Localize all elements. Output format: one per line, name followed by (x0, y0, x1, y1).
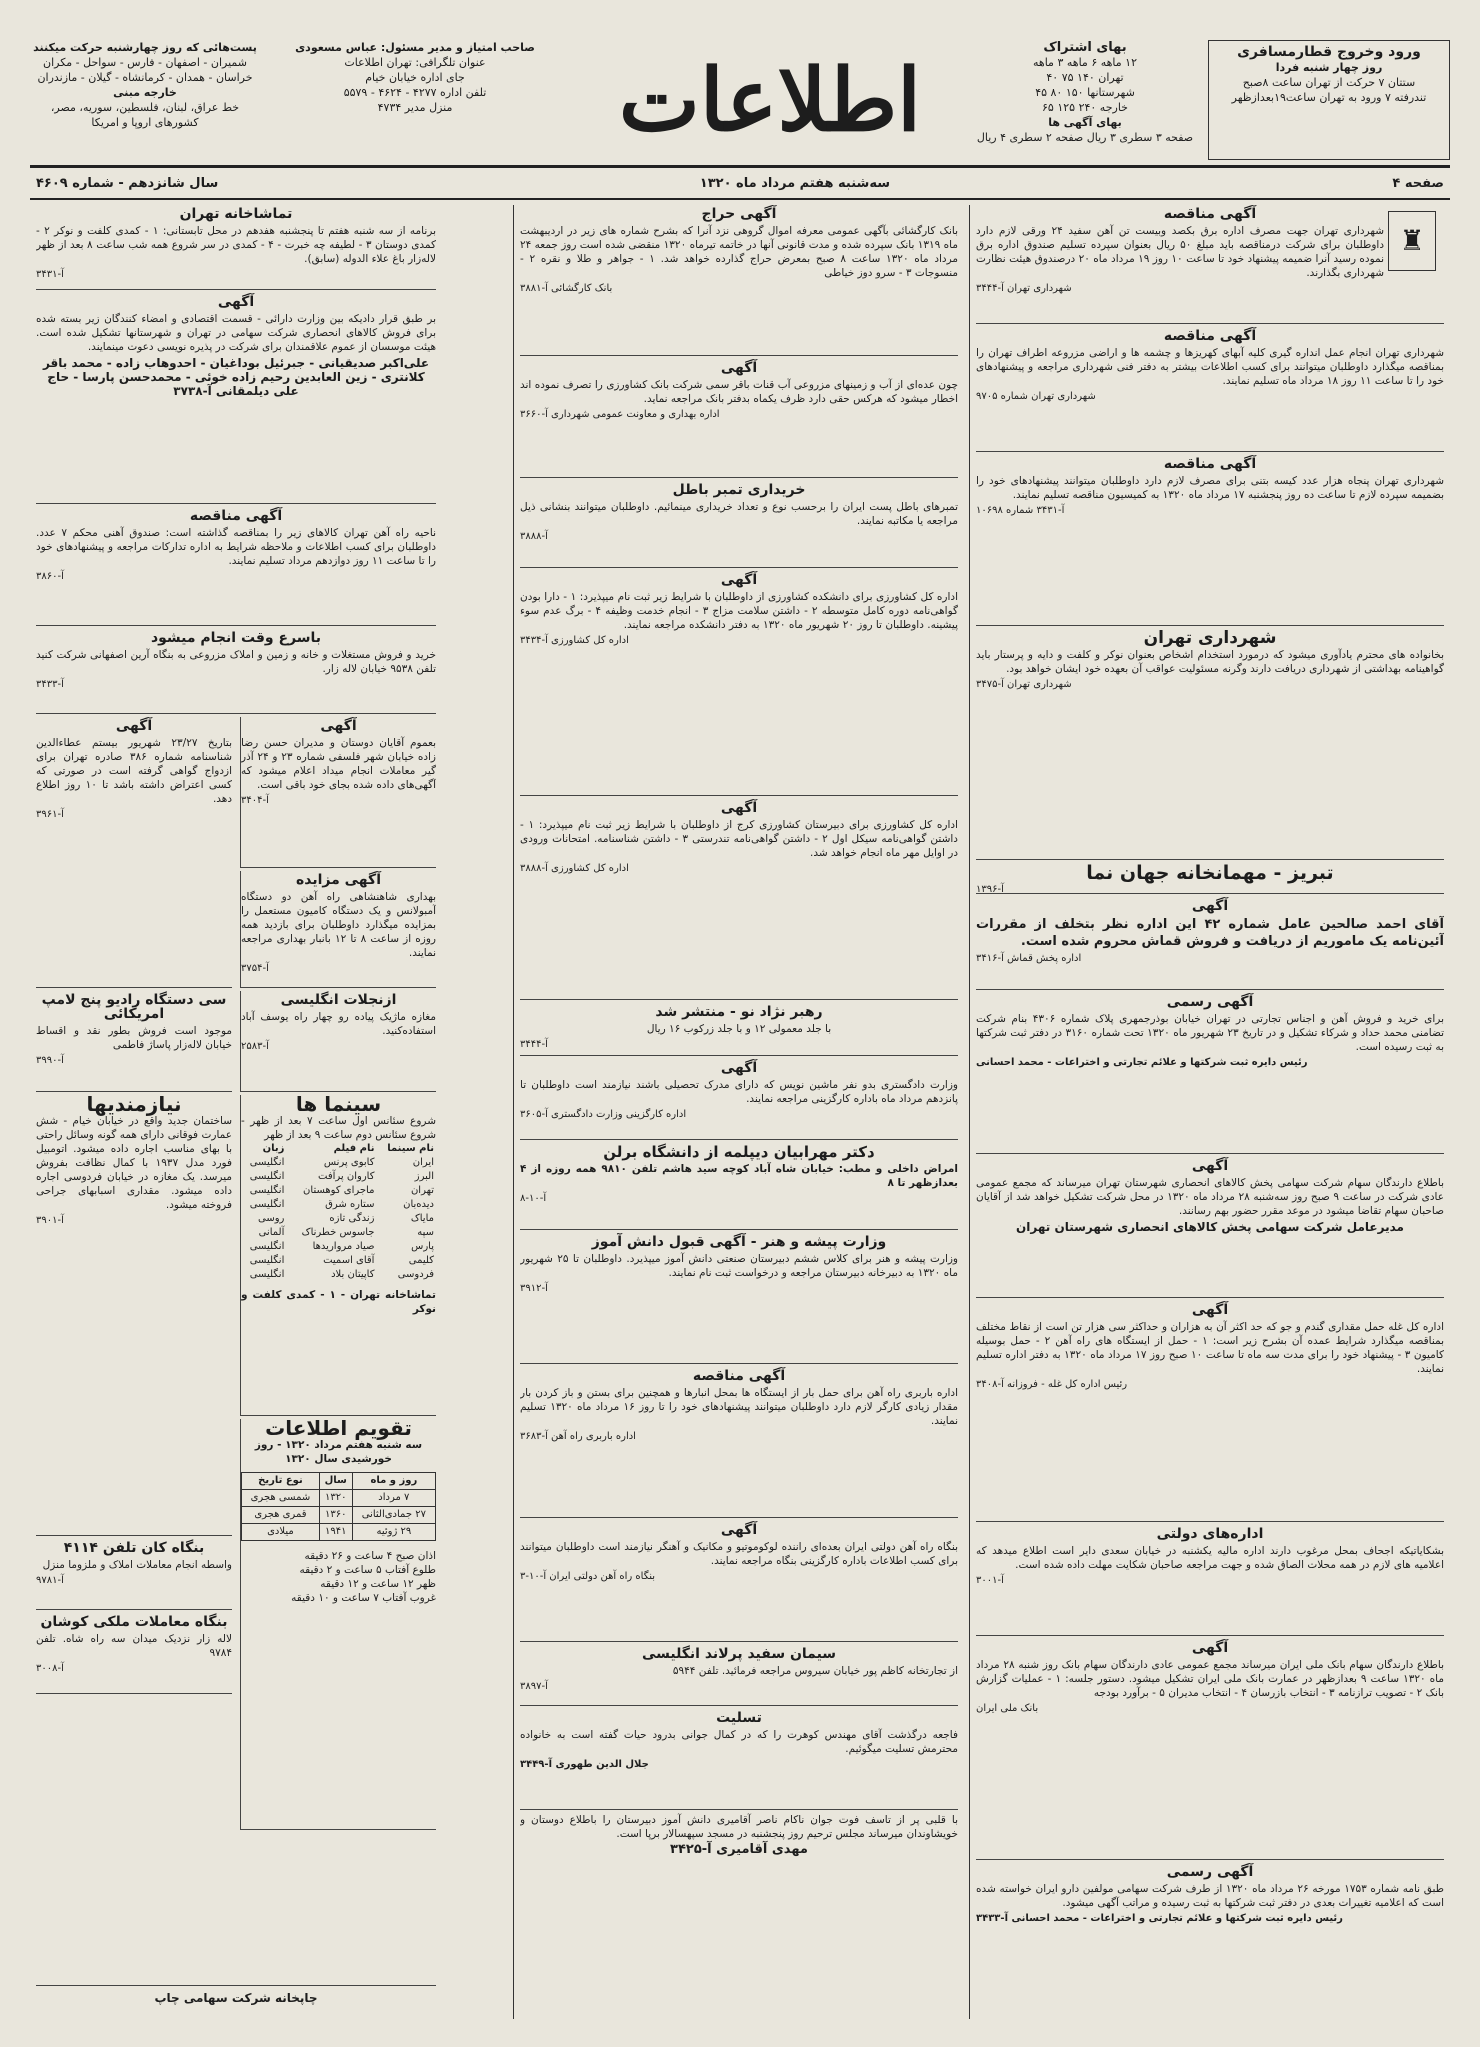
ad-block (976, 205, 1444, 324)
ad-ref: آ-۳۴۳۱ (36, 269, 64, 280)
ad-block (976, 1157, 1444, 1298)
post-line: خط عراق، لبنان، فلسطین، سوریه، مصر، کشورهای اروپا و امریکا (50, 101, 240, 129)
ad-ref: بانک کارگشائی آ-۳۸۸۱ (520, 283, 613, 294)
ad-ref: آ-۳۰۰۱ (976, 1575, 1004, 1586)
table-row (241, 1268, 436, 1282)
table-row (241, 1226, 436, 1240)
subscription-row: تهران ۱۴۰ ۷۵ ۴۰ (1046, 71, 1124, 84)
ad-block (520, 1143, 958, 1230)
table-header (242, 1473, 436, 1490)
ad-body: بتاریخ ۲۳/۲۷ شهریور بیستم عطاءالدین شناسنامه شماره ۳۸۶ صادره تهران برای ازدواج گواهی گرفته است در صورتی که کسی اعتراض داشته باشد تا ۱۰ روز اطلاع دهد. (36, 737, 232, 805)
ad-ref: آ-۳۷۵۴ (241, 963, 269, 974)
ad-price-title: بهای آگهی ها (1048, 116, 1122, 129)
ad-block (976, 455, 1444, 626)
ad-block (976, 629, 1444, 860)
cell: البرز (414, 1171, 434, 1182)
ad-title: آگهی رسمی (1166, 994, 1254, 1010)
ad-body: شهرداری تهران انجام عمل انداره گیری کلیه آبهای کهریزها و چشمه ها و اراضی مزروعه اطراف تهران را بمناقصه میگذارد داوطلبان میتوانند برای کسب اطلاعات بیشتر به دفتر فنی شهرداری مراجعه و پیشنهادهای خود را تا ساعت ۱۱ روز ۱۸ مرداد ماه تسلیم نمایند. (976, 347, 1444, 387)
ad-block (520, 1709, 958, 1810)
ad-title: آگهی (720, 572, 758, 588)
prayer-time: طلوع آفتاب ۵ ساعت و ۲ دقیقه (299, 1564, 436, 1576)
cell: ستاره شرق (325, 1199, 375, 1210)
ad-body: باطلاع دارندگان سهام بانک ملی ایران میرساند مجمع عمومی عادی دارندگان سهام بانک روز شنبه ۲۸ مرداد ماه ۱۳۲۰ ساعت ۹ بعدازظهر در عمارت بانک ملی ایران تشکیل میشود. دستور جلسه: ۱ - عملیات گزارش بانک ۲ - تصویب ترازنامه ۳ - انتخاب بازرسان ۴ - انتخاب مدیران ۵ - برآورد بودجه (976, 1659, 1444, 1699)
ad-body: اداره کل غله حمل مقداری گندم و جو که حد اکثر آن به هزاران و حداکثر سی هزار تن است از نقاط مختلف بمناقصه میگذارد شرایط عمده آن بشرح زیر است: ۱ - حمل از ایستگاه های راه آهن ۲ - حمل بوسیله کامیون ۳ - پیشنهاد خود را برای مدت سه ماه تا ساعت ۱۰ صبح روز ۱۷ مرداد ماه ۱۳۲۰ به دفتر اداره تسلیم نمایند. (976, 1321, 1444, 1375)
column-right (969, 205, 1450, 2019)
ad-ref: شهرداری تهران شماره ۹۷۰۵ (976, 391, 1096, 402)
ad-body: خرید و فروش مستغلات و خانه و زمین و املاک مزروعی به بنگاه آرین اصفهانی شرکت کنید تلفن ۹۵۳۸ خیابان لاله زار. (36, 649, 436, 675)
owner-line: منزل مدیر ۴۷۳۴ (377, 101, 453, 114)
ad-body: موجود است فروش بطور نقد و اقساط خیابان لاله‌زار پاساژ فاطمی (36, 1025, 232, 1051)
ad-ref: آ-۱۳۹۶ (976, 884, 1004, 894)
header-cell: نام سینما (387, 1143, 434, 1154)
header-cell: نام فیلم (333, 1143, 375, 1154)
ad-body: تمبرهای باطل پست ایران را برحسب نوع و تعداد خریداری مینمائیم. داوطلبان میتوانند بنشانی ذیل مراجعه یا مکاتبه نمایند. (520, 501, 958, 527)
post-box (30, 40, 260, 158)
ad-ref: علی‌اکبر صدیقیانی - جبرئیل بوداغیان - احدوهاب زاده - محمد باقر کلانتری - زین العابدین رحیم زاده خوئی - محمدحسن پارسا - حاج علی دیلمقانی آ-۳۷۳۸ (42, 356, 430, 398)
table-row (241, 1240, 436, 1254)
ad-title: باسرع وقت انجام میشود (150, 630, 322, 646)
ad-body: واسطه انجام معاملات املاک و ملزوما منزل (42, 1559, 232, 1571)
ad-ref: آ-۱۰-۸ (520, 1193, 547, 1204)
calendar-subtitle: سه شنبه هفتم مرداد ۱۳۲۰ - روز خورشیدی سال ۱۳۲۰ (254, 1439, 423, 1465)
ad-title: تبریز - مهمانخانه جهان نما (1086, 863, 1334, 884)
train-line: تندرفته ۷ ورود به تهران ساعت۱۹بعدازظهر (1231, 91, 1427, 104)
table-row (241, 1184, 436, 1198)
cell: قمری هجری (242, 1507, 320, 1524)
ad-title: بنگاه کان تلفن ۴۱۱۴ (63, 1540, 205, 1556)
ad-ref: آ-۹۷۸۱ (36, 1575, 64, 1586)
cell: کلیمی (408, 1255, 434, 1266)
prayer-time: اذان صبح ۴ ساعت و ۲۶ دقیقه (304, 1550, 436, 1562)
newspaper-logo: اطلاعات (618, 50, 922, 151)
ad-block (240, 717, 436, 868)
table-row (241, 1156, 436, 1170)
prayer-time: ظهر ۱۲ ساعت و ۱۲ دقیقه (320, 1578, 436, 1590)
cinema-listing (240, 1095, 436, 1416)
ad-body: بنگاه راه آهن دولتی ایران بعده‌ای راننده لوکوموتیو و مکانیک و آهنگر نیازمند است داوطلبان میتوانند برای کسب اطلاعات باداره کارگزینی بنگاه مراجعه نمایند. (520, 1541, 958, 1567)
ad-block (520, 1645, 958, 1706)
ad-body: برنامه از سه شنبه هفتم تا پنجشنبه هفدهم در محل تابستانی: ۱ - کمدی کلفت و نوکر ۲ - کمدی دوستان ۳ - لطیفه چه خبرت - ۴ - کمدی در سر شروع همه شب ساعت ۸ بعد از ظهر لاله‌زار باغ علاء الدوله (سابق). (36, 225, 436, 265)
table-row (241, 1212, 436, 1226)
ad-block (36, 205, 436, 290)
subscription-row: خارجه ۲۴۰ ۱۲۵ ۶۵ (1042, 101, 1128, 114)
ad-ref: رئیس اداره کل غله - فروزانه آ-۳۴۰۸ (976, 1379, 1128, 1390)
cell: تهران (410, 1185, 434, 1196)
cell: ۲۷ جمادی‌الثانی (352, 1507, 435, 1524)
ad-title: آگهی مناقصه (1163, 328, 1257, 344)
ad-block (520, 359, 958, 478)
ad-block (976, 327, 1444, 452)
cell: انگلیسی (249, 1171, 285, 1182)
table-row (242, 1507, 436, 1524)
ad-title: تسلیت (716, 1710, 762, 1726)
ad-ref: بنگاه راه آهن دولتی ایران آ-۱۰-۳ (520, 1571, 656, 1582)
ad-block (520, 1367, 958, 1518)
train-title: ورود وخروج قطارمسافری (1237, 44, 1421, 60)
owner-line: صاحب امتیاز و مدیر مسئول: عباس مسعودی (295, 41, 535, 54)
subscription-title: بهای اشتراک (1043, 40, 1127, 55)
ad-title: آگهی (1191, 1158, 1229, 1174)
ad-title: آگهی مناقصه (189, 508, 283, 524)
ad-ref: اداره کل کشاورزی آ-۳۸۸۸ (520, 863, 629, 874)
ad-ref: اداره کارگزینی وزارت دادگستری آ-۳۶۰۵ (520, 1109, 687, 1120)
ad-block (520, 1813, 958, 2013)
cell: روسی (258, 1213, 285, 1224)
ad-ref: آ-۳۸۹۷ (520, 1681, 548, 1692)
ad-body: برای خرید و فروش آهن و اجناس تجارتی در تهران خیابان بوذرجمهری پلاک شماره ۴۳۰۶ بنام شرکت تضامنی محمد حداد و شرکاء تشکیل و در تاریخ ۲۳ شهریور ماه ۱۳۲۰ تحت شماره ۳۱۶۰ در دفتر ثبت شرکتها به ثبت رسیده است. (976, 1013, 1444, 1053)
ad-ref: مدیرعامل شرکت سهامی پخش کالاهای انحصاری شهرستان تهران (1016, 1220, 1404, 1234)
ad-body: باطلاع دارندگان سهام شرکت سهامی پخش کالاهای انحصاری شهرستان تهران میرساند که مجمع عمومی عادی شرکت در ساعت ۹ صبح روز سه‌شنبه ۲۸ مرداد ماه ۱۳۲۰ در محل شرکت تشکیل خواهد شد از آقایان صاحبان سهام تقاضا میشود در موعد مقرر حضور بهم رسانند. (976, 1177, 1444, 1217)
ad-block (976, 1525, 1444, 1636)
ad-block (520, 1003, 958, 1056)
ad-block (976, 897, 1444, 990)
ad-body: بر طبق قرار دادیکه بین وزارت دارائی - قسمت اقتصادی و امضاء کنندگان زیر بسته شده برای فروش کالاهای انحصاری شرکت سهامی در تهران و شهرستانها تشکیل شده است. هیئت موسسان از عموم علاقمندان برای شرکت در پذیره نویسی دعوت مینمایند. (36, 313, 436, 353)
table-row (242, 1490, 436, 1507)
ad-ref: اداره پخش قماش آ-۳۴۱۶ (976, 953, 1082, 964)
ad-title: آگهی (720, 1060, 758, 1076)
ad-block (976, 1863, 1444, 2013)
ad-title: دکتر مهرابیان دیپلمه از دانشگاه برلن (603, 1143, 875, 1161)
train-subtitle: روز چهار شنبه فردا (1275, 61, 1383, 74)
issue-date: سه‌شنبه هفتم مرداد ماه ۱۳۲۰ (699, 176, 890, 191)
ad-ref: آ-۳۴۳۱ شماره ۱۰۶۹۸ (976, 505, 1065, 516)
calendar-table (241, 1472, 436, 1541)
ad-ref: آ-۳۹۰۱ (36, 1215, 64, 1226)
ad-title: آگهی (1191, 898, 1229, 914)
ad-ref: رئیس دایره ثبت شرکتها و علائم تجارتی و اختراعات - محمد احسانی (976, 1057, 1308, 1068)
train-line: ستتان ۷ حرکت از تهران ساعت ۸صبح (1242, 76, 1416, 89)
cell: کاروان پرآفت (318, 1171, 375, 1182)
subscription-box (970, 40, 1200, 158)
cinema-note: شروع سئانس اول ساعت ۷ بعد از ظهر - شروع سئانس دوم ساعت ۹ بعد از ظهر (241, 1115, 436, 1141)
ad-block (36, 507, 436, 626)
ad-body: از تجارتخانه کاظم پور خیابان سیروس مراجعه فرمائید. تلفن ۵۹۴۴ (672, 1665, 958, 1677)
ad-title: آگهی مناقصه (1163, 206, 1257, 222)
ad-body: اداره کل کشاورزی برای دانشکده کشاورزی از داوطلبان با شرایط زیر ثبت نام میپذیرد: ۱ - دارا بودن گواهی‌نامه دوره کامل متوسطه ۲ - داشتن سلامت مزاج ۳ - انجام خدمت وظیفه ۴ - برگ عدم سوء پیشینه. داوطلبان تا روز ۲۰ شهریور ماه ۱۳۲۰ به دفتر دانشکده مراجعه نمایند. (520, 591, 958, 631)
ad-ref: بانک ملی ایران (976, 1703, 1039, 1714)
ad-body: آقای احمد صالحین عامل شماره ۴۲ این اداره نظر بتخلف از مقررات آئین‌نامه یک ماموریم از دریافت و فروش قماش محروم شده است. (976, 917, 1444, 949)
cell: آلمانی (258, 1227, 285, 1238)
calendar-box (240, 1419, 436, 1830)
cell: انگلیسی (249, 1199, 285, 1210)
ad-body: اداره کل کشاورزی برای دبیرستان کشاورزی کرج از داوطلبان با شرایط زیر ثبت نام میپذیرد: ۱ - داشتن گواهی‌نامه سیکل اول ۲ - داشتن گواهی‌نامه تندرستی ۳ - داشتن شناسنامه. امتحانات ورودی در اوایل مهر ماه انجام خواهد شد. (520, 819, 958, 859)
ad-title: نیازمندیها (86, 1095, 182, 1116)
header-cell: روز و ماه (352, 1473, 435, 1490)
cell: ماجرای کوهستان (303, 1185, 375, 1196)
ad-title: آگهی (720, 800, 758, 816)
ad-ref: آ-۳۹۱۲ (520, 1283, 548, 1294)
ad-block (520, 481, 958, 568)
ad-ref: آ-۳۰۰۸ (36, 1663, 64, 1674)
ad-body: ساختمان جدید واقع در خیابان خیام - شش عمارت فوقانی دارای همه گونه وسائل راحتی با بهای مناسب اجاره داده میشود. اتومبیل فورد مدل ۱۹۳۷ با کمال نظافت بفروش میرسد. یک مغازه در خیابان فردوسی اجاره داده میشود. مقداری اسبابهای جراحی فروخته میشود. (36, 1115, 232, 1211)
ad-block (36, 1613, 232, 1694)
cell: ایران (412, 1157, 434, 1168)
ad-body: بشکایاتیکه اجحاف بمحل مرغوب دارند اداره مالیه یکشنبه در خیابان سعدی دایر است اطلاع میدهد که اعلامیه های لازم در همه محلات الصاق شده و جهت مراجعه صاحبان شکایت مهلت داده شده است. (976, 1545, 1444, 1571)
cell: زندگی تازه (329, 1213, 375, 1224)
ad-block (976, 1301, 1444, 1522)
cell: سپه (417, 1227, 434, 1238)
ad-ref: شهرداری تهران آ-۳۴۴۴ (976, 283, 1072, 294)
ad-ref: آ-۳۸۸۸ (520, 531, 548, 542)
ad-block (976, 863, 1444, 894)
issue-number: سال شانزدهم - شماره ۴۶۰۹ (36, 176, 219, 191)
table-row (242, 1524, 436, 1541)
ad-block (36, 629, 436, 714)
train-schedule-box (1208, 40, 1450, 160)
ad-ref: شهرداری تهران آ-۳۴۷۵ (976, 679, 1072, 690)
subscription-row: شهرستانها ۱۵۰ ۸۰ ۴۵ (1035, 86, 1135, 99)
cell: انگلیسی (249, 1269, 285, 1280)
cinema-table (241, 1142, 436, 1282)
ad-ref: آ-۲۵۸۳ (241, 1041, 269, 1052)
ad-ref: آ-۳۴۰۴ (241, 795, 269, 806)
ad-title: آگهی مناقصه (1163, 456, 1257, 472)
ad-title: سی دستگاه رادیو پنج لامپ امریکائی (41, 992, 227, 1022)
cell: ۱۳۲۰ (319, 1490, 352, 1507)
cell: ۱۹۴۱ (319, 1524, 352, 1541)
ad-body: بخانواده های محترم یادآوری میشود که درمورد استخدام اشخاص بعنوان نوکر و کلفت و دایه و پرستار باید گواهینامه بهداشتی از شهرداری دریافت دارند وگرنه مسئولیت عواقب آن بعهده خود ایشان خواهد بود. (976, 649, 1444, 675)
ad-title: خریداری تمبر باطل (672, 482, 806, 498)
ad-body: طبق نامه شماره ۱۷۵۳ مورخه ۲۶ مرداد ماه ۱۳۲۰ از طرف شرکت سهامی مولفین دارو ایران خواسته شده است که اعلامیه تغییرات بعدی در دفتر ثبت شرکتها به ثبت رسیده و مراتب آگهی میشود. (976, 1883, 1444, 1909)
ad-title: آگهی مزایده (295, 872, 381, 888)
cell: انگلیسی (249, 1185, 285, 1196)
ad-title: آگهی (720, 360, 758, 376)
prayer-time: غروب آفتاب ۷ ساعت و ۱۰ دقیقه (291, 1592, 436, 1604)
cell: پارس (411, 1241, 434, 1252)
cell: کابوی پرنس (323, 1157, 375, 1168)
ad-ref: اداره باربری راه آهن آ-۳۶۸۳ (520, 1431, 636, 1442)
ad-title: اداره‌های دولتی (1156, 1526, 1264, 1542)
ad-ref: آ-۳۸۶۰ (36, 571, 64, 582)
ad-block (520, 571, 958, 796)
owner-line: تلفن اداره ۴۲۷۷ - ۴۶۲۴ - ۵۵۷۹ (343, 86, 487, 99)
ad-body: بهداری شاهنشاهی راه آهن دو دستگاه آمبولانس و یک دستگاه کامیون مستعمل را بمزایده میگذارد داوطلبان برای بازدید همه روزه از ساعت ۸ تا ۱۲ بانبار بهداری مراجعه نمایند. (241, 891, 436, 959)
page-number: صفحه ۴ (1392, 176, 1444, 191)
ad-body: لاله زار نزدیک میدان سه راه شاه. تلفن ۹۷۸۴ (36, 1633, 232, 1659)
owner-line: عنوان تلگرافی: تهران اطلاعات (344, 56, 486, 69)
ad-body: بعموم آقایان دوستان و مدیران حسن رضا زاده خیابان شهر فلسفی شماره ۲۳ و ۲۴ آذر گیر معاملات انجام میداد اعلام میشود که آگهی‌های داده شده بجای خود باقی است. (241, 737, 436, 791)
header-cell: زبان (262, 1143, 285, 1154)
ad-title: آگهی (115, 718, 153, 734)
ad-block (976, 1639, 1444, 1860)
cell: ۷ مرداد (352, 1490, 435, 1507)
masthead (30, 40, 1450, 168)
ad-body: ناحیه راه آهن تهران کالاهای زیر را بمناقصه گذاشته است: صندوق آهنی محکم ۷ عدد. داوطلبان برای کسب اطلاعات و ملاحظه شرایط به اداره تدارکات مراجعه و پیشنهادهای خود را تا ساعت ۱۱ روز دوازدهم مرداد تسلیم نمایند. (36, 527, 436, 567)
ad-block (36, 293, 436, 504)
table-row (241, 1170, 436, 1184)
ad-block (520, 1059, 958, 1140)
cell: مایاک (410, 1213, 434, 1224)
ad-title: آگهی (720, 1522, 758, 1538)
table-row (241, 1254, 436, 1268)
ad-ref: آ-۳۹۹۰ (36, 1055, 64, 1066)
ad-title: آگهی رسمی (1166, 1864, 1254, 1880)
ad-body: امراض داخلی و مطب: خیابان شاه آباد کوچه سید هاشم تلفن ۹۸۱۰ همه روزه از ۴ بعدازظهر تا ۸ (520, 1163, 958, 1189)
ad-block (976, 993, 1444, 1154)
ad-ref: رئیس دایره ثبت شرکتها و علائم تجارتی و اختراعات - محمد احسانی آ-۳۴۳۳ (976, 1913, 1343, 1924)
header-cell: سال (319, 1473, 352, 1490)
ad-body: وزارت دادگستری بدو نفر ماشین نویس که دارای مدرک تحصیلی باشند نیازمند است داوطلبان تا پانزدهم مرداد ماه باداره کارگزینی مراجعه نمایند. (520, 1079, 958, 1105)
ad-title: تماشاخانه تهران (179, 206, 293, 222)
ad-title: وزارت پیشه و هنر - آگهی قبول دانش آموز (591, 1234, 887, 1250)
cell: میلادی (242, 1524, 320, 1541)
ad-body: با جلد معمولی ۱۲ و با جلد زرکوب ۱۶ ریال (646, 1023, 832, 1035)
owner-line: جای اداره خیابان خیام (365, 71, 465, 84)
ad-body: اداره باربری راه آهن برای حمل بار از ایستگاه ها بمحل انبارها و همچنین برای بستن و باز کردن بار مقدار زیادی کارگر لازم دارد داوطلبان میتوانند پیشنهادهای خود را تا روز ۱۶ مرداد ماه ۱۳۲۰ تسلیم نمایند. (520, 1387, 958, 1427)
ad-title: آگهی (217, 294, 255, 310)
cell: ۲۹ ژوئیه (352, 1524, 435, 1541)
ad-body: وزارت پیشه و هنر برای کلاس ششم دبیرستان صنعتی دانش آموز میپذیرد. داوطلبان تا ۲۵ شهریور ماه ۱۳۲۰ به دبیرخانه دبیرستان مراجعه و درخواست ثبت نام نمایند. (520, 1253, 958, 1279)
ad-ref: اداره کل کشاورزی آ-۳۴۳۴ (520, 635, 629, 646)
cell: کاپیتان بلاد (331, 1269, 375, 1280)
ad-block (520, 799, 958, 1000)
owner-box (270, 40, 560, 158)
column-middle (513, 205, 964, 2019)
ad-block (520, 1521, 958, 1642)
header-cell: نوع تاریخ (242, 1473, 320, 1490)
cell: جاسوس خطرناک (301, 1227, 375, 1238)
cell: دیده‌بان (403, 1199, 434, 1210)
ad-title: آگهی مناقصه (692, 1368, 786, 1384)
theatre-note: تماشاخانه تهران - ۱ - کمدی کلفت و نوکر (241, 1289, 436, 1315)
ad-ref: جلال الدین طهوری آ-۳۴۴۹ (520, 1759, 649, 1770)
ad-title: آگهی حراج (701, 206, 777, 222)
ad-block (36, 1539, 232, 1610)
ad-title: ازنجلات انگلیسی (280, 992, 397, 1008)
ad-body: فاجعه درگذشت آقای مهندس کوهرت را که در کمال جوانی بدرود حیات گفته است به خانواده محترمش تسلیت میگوئیم. (520, 1729, 958, 1755)
subscription-header: ۱۲ ماهه ۶ ماهه ۳ ماهه (1033, 56, 1137, 69)
cell: شمسی هجری (242, 1490, 320, 1507)
ad-ref: آ-۳۴۳۳ (36, 679, 64, 690)
cell: انگلیسی (249, 1241, 285, 1252)
cell: انگلیسی (249, 1255, 285, 1266)
post-line: خراسان - همدان - کرمانشاه - گیلان - مازندران (37, 71, 253, 84)
ad-title: بنگاه معاملات ملکی کوشان (40, 1614, 228, 1630)
cell: ۱۳۶۰ (319, 1507, 352, 1524)
table-row (241, 1198, 436, 1212)
ad-block (36, 717, 232, 988)
ad-body: مغازه ماژیک پیاده رو چهار راه یوسف آباد استفاده‌کنید. (241, 1011, 436, 1037)
ad-body: با قلبی پر از تاسف فوت جوان ناکام ناصر آقامیری دانش آموز دبیرستان را باطلاع دوستان و خویشاوندان میرساند مجلس ترحیم روز پنجشنبه در مسجد سپهسالار برپا است. (520, 1814, 958, 1840)
ad-ref: آ-۳۹۶۱ (36, 809, 64, 820)
ad-ref: اداره بهداری و معاونت عمومی شهرداری آ-۳۶۶۰ (520, 409, 720, 420)
column-left (30, 205, 442, 2019)
post-line: خارجه مبنی (113, 86, 177, 99)
ad-title: آگهی (320, 718, 357, 734)
post-title: پست‌هائی که روز چهارشنبه حرکت میکنند (33, 41, 257, 54)
ad-ref: مهدی آقامیری آ-۳۴۲۵ (670, 1842, 808, 1857)
cinema-title: سینما ها (295, 1095, 382, 1116)
ad-block (36, 991, 232, 1092)
cell: فردوسی (397, 1269, 434, 1280)
ad-title: آگهی (1191, 1640, 1229, 1656)
ad-ref: آ-۳۴۴۴ (520, 1039, 548, 1050)
ad-block (520, 1233, 958, 1364)
ad-title: آگهی (1191, 1302, 1229, 1318)
dateline (30, 172, 1450, 200)
ad-body: چون عده‌ای از آب و زمینهای مزروعی آب قنات باقر سمی شرکت بانک کشاورزی را تصرف نموده اند اخطار میشود که هرکس حقی دارد ظرف یکماه بدفتر بانک مراجعه نماید. (520, 379, 958, 405)
cell: صیاد مرواریدها (312, 1241, 375, 1252)
post-line: شمیران - اصفهان - فارس - سواحل - مکران (42, 56, 247, 69)
emblem-icon: ♜ (1388, 211, 1436, 271)
cell: آقای اسمیت (323, 1255, 375, 1266)
ad-title: شهرداری تهران (1143, 629, 1277, 648)
printer-name: چاپخانه شرکت سهامی چاپ (154, 1991, 318, 2005)
printer-credit (36, 1985, 436, 2012)
cell: انگلیسی (249, 1157, 285, 1168)
calendar-title: تقویم اطلاعات (265, 1419, 412, 1440)
ad-body: بانک کارگشائی بآگهی عمومی معرفه اموال گروهی نزد آنرا که بشرح شماره های زیر در اردیبهشت ماه ۱۳۱۹ بانک سپرده شده و مدت قانونی آنها در خاتمه تیرماه ۱۳۲۰ منقضی شده است روز جمعه ۲۴ مرداد ماه ۱۳۲۰ ساعت ۸ صبح بمعرض حراج گذارده خواهد شد. ۱ - جواهر و طلا و نقره ۲ - منسوجات ۳ - سرو دوز خیاطی (520, 225, 958, 279)
ad-block (36, 1095, 232, 1536)
ad-body: شهرداری تهران پنجاه هزار عدد کیسه بتنی برای مصرف لازم دارد داوطلبان میتوانند پیشنهادهای خود را بضمیمه سپرده لازم تا ساعت ده روز پنجشنبه ۱۷ مرداد ماه ۱۳۲۰ به کمیسیون مناقصه تسلیم نمایند. (976, 475, 1444, 501)
ad-block (240, 871, 436, 988)
ad-price-text: صفحه ۳ سطری ۳ ریال صفحه ۲ سطری ۴ ریال (976, 131, 1194, 144)
ad-title: سیمان سفید پرلاند انگلیسی (641, 1646, 837, 1662)
ad-body: شهرداری تهران جهت مصرف اداره برق بکصد وبیست تن آهن سفید ۲۴ ورقی لازم دارد داوطلبان برای شرکت درمناقصه باید مبلغ ۵۰ ریال بعنوان سپرده تسلیم صندوق اداره برق نموده رسید آنرا ضمیمه پیشنهاد خود تا ساعت ۱۰ روز ۱۹ مرداد ماه ۲۰ درصندوق هیئت نظارت شهرداری بگذارند. (976, 225, 1385, 279)
ad-block (520, 205, 958, 356)
ad-title: رهبر نژاد نو - منتشر شد (655, 1004, 823, 1020)
ad-block (240, 991, 436, 1092)
table-header (241, 1142, 436, 1156)
